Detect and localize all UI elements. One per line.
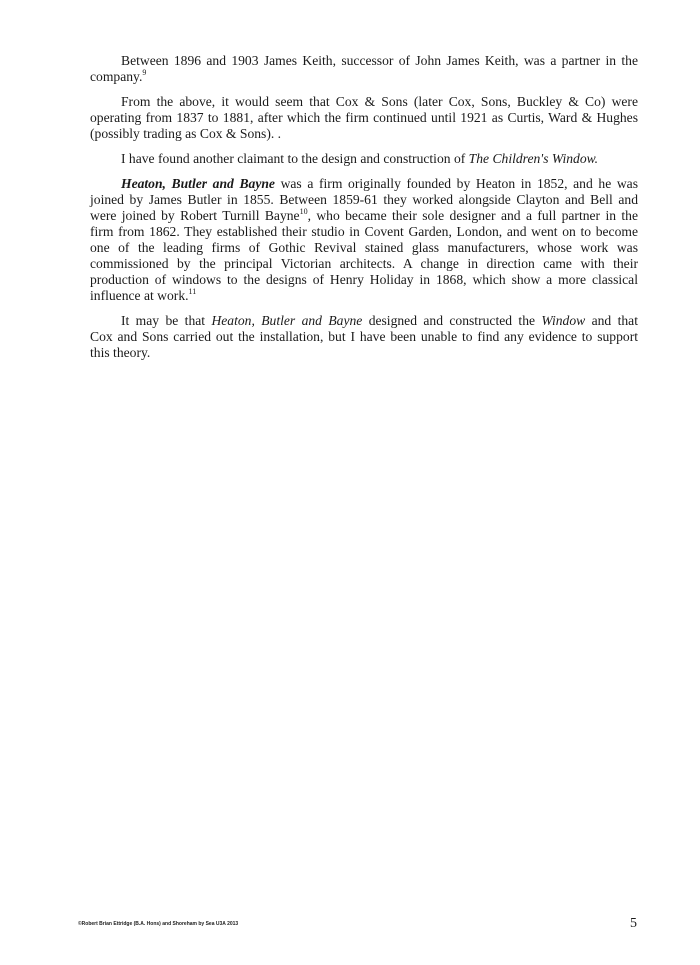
text-line [90, 126, 638, 142]
text-run: I have found another claimant to the design and construction of [121, 151, 469, 166]
text-run: Heaton, Butler and Bayne [211, 313, 363, 328]
text-run: production of windows to the designs of Henry Holiday in 1868, which show a more classical [90, 272, 638, 287]
paragraph [90, 151, 638, 167]
text-run: was a firm originally founded by Heaton in 1852, and he was [274, 176, 638, 191]
footnote-ref: 11 [188, 287, 197, 296]
text-run: company. [90, 69, 143, 84]
text-run: one of the leading firms of Gothic Revival stained glass manufacturers, whose work was [90, 240, 638, 255]
text-run: joined by James Butler in 1855. Between 1859-61 they worked alongside Clayton and Bell and [90, 192, 638, 207]
text-line [90, 329, 638, 345]
text-line [90, 224, 638, 240]
footnote-ref: 10 [299, 207, 308, 216]
paragraph [90, 94, 638, 142]
text-line [90, 313, 638, 329]
document-body [90, 53, 638, 370]
text-line [90, 69, 638, 85]
text-run: operating from 1837 to 1881, after which the firm continued until 1921 as Curtis, Ward & Hughes [90, 110, 638, 125]
text-run: commissioned by the principal Victorian architects. A change in direction came with their [90, 256, 638, 271]
footnote-ref: 9 [142, 68, 147, 77]
text-line [90, 110, 638, 126]
page-number: 5 [630, 916, 637, 931]
text-line [90, 288, 638, 304]
paragraph [90, 53, 638, 85]
text-line [90, 345, 638, 361]
text-line [90, 151, 638, 167]
text-line [90, 176, 638, 192]
text-line [90, 240, 638, 256]
text-run: and that [585, 313, 638, 328]
text-run: (possibly trading as Cox & Sons). . [90, 126, 282, 141]
text-run: The Children's Window. [468, 151, 599, 166]
text-line [90, 192, 638, 208]
text-run: It may be that [121, 313, 212, 328]
text-run: , who became their sole designer and a full partner in the [307, 208, 638, 223]
text-run: Between 1896 and 1903 James Keith, successor of John James Keith, was a partner in the [121, 53, 638, 68]
text-run: From the above, it would seem that Cox & Sons (later Cox, Sons, Buckley & Co) were [121, 94, 638, 109]
text-run: influence at work. [90, 288, 189, 303]
text-line [90, 94, 638, 110]
text-run: Heaton, Butler and Bayne [121, 176, 275, 191]
text-run: Cox and Sons carried out the installation, but I have been unable to find any evidence to support [90, 329, 638, 344]
text-run: this theory. [90, 345, 151, 360]
footer-copyright: ©Robert Brian Ettridge (B.A. Hons) and Shoreham by Sea U3A 2013 [78, 921, 239, 927]
paragraph [90, 176, 638, 304]
text-run: designed and constructed the [362, 313, 542, 328]
text-line [90, 53, 638, 69]
text-run: were joined by Robert Turnill Bayne [90, 208, 300, 223]
text-line [90, 256, 638, 272]
text-run: Window [541, 313, 586, 328]
paragraph [90, 313, 638, 361]
text-run: firm from 1862. They established their studio in Covent Garden, London, and went on to become [90, 224, 638, 239]
text-line [90, 208, 638, 224]
text-line [90, 272, 638, 288]
